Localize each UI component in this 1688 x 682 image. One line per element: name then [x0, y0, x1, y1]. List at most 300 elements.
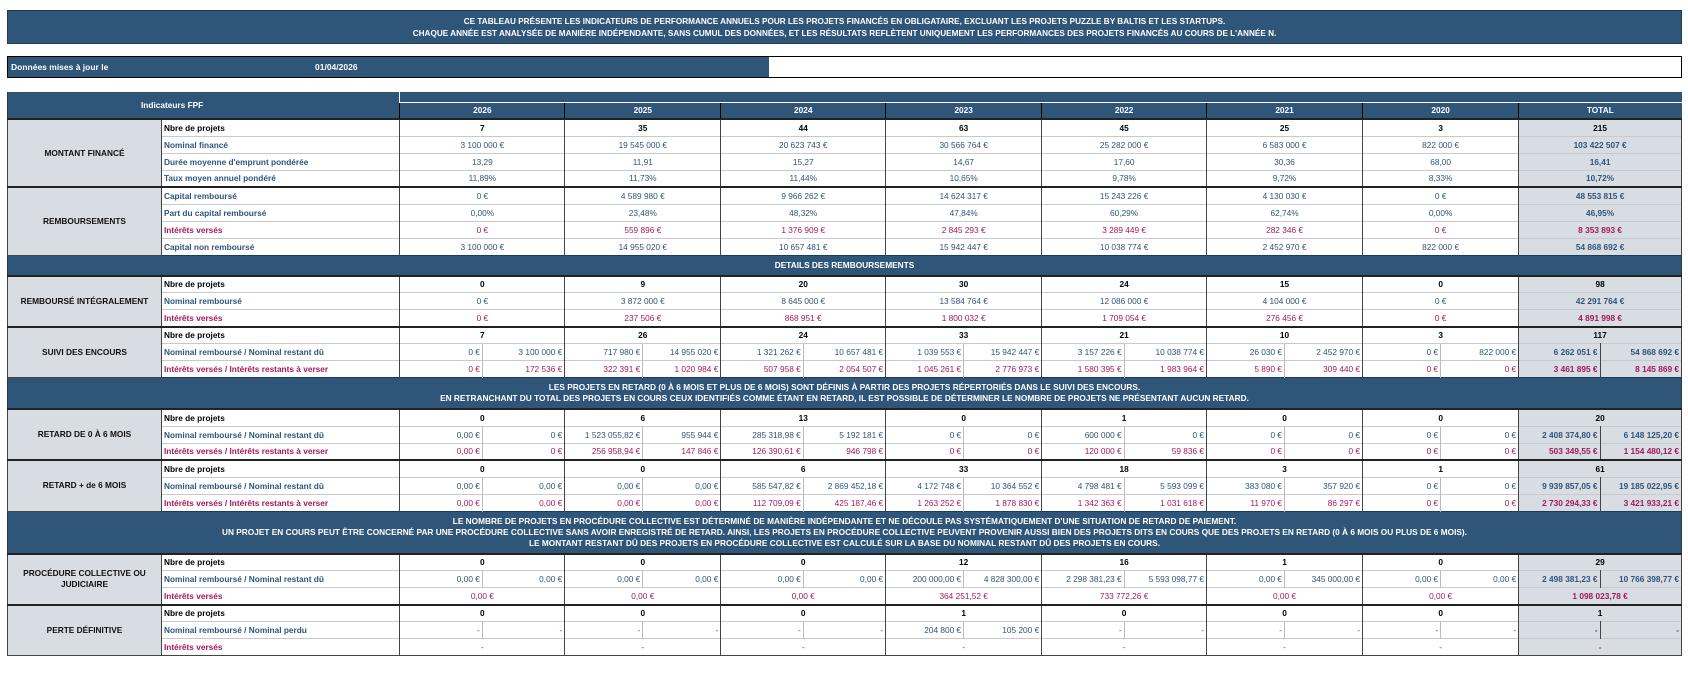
value-cell: 0 €: [1363, 494, 1441, 511]
value-cell: 10 038 774 €: [1042, 238, 1207, 255]
value-cell: 1 154 480,12 €: [1600, 443, 1682, 460]
value-cell: 20: [721, 276, 886, 293]
value-cell: 30 566 764 €: [886, 136, 1042, 153]
row-label: Nominal remboursé / Nominal restant dû: [161, 571, 400, 588]
banner-line: DETAILS DES REMBOURSEMENTS: [774, 259, 915, 270]
value-cell: 0,00 €: [565, 477, 643, 494]
value-cell: 0: [400, 409, 565, 426]
value-cell: 10 038 774 €: [1124, 344, 1206, 361]
banner-line-2: CHAQUE ANNÉE EST ANALYSÉE DE MANIÈRE INDÉPENDANTE, SANS CUMUL DES DONNÉES, ET LES RÉSULTATS REFLÈTENT UNIQUEMENT LES PERFORMANCES DES PROJETS FINANCÉS AU COURS DE L'ANNÉE N.: [412, 29, 1277, 38]
value-cell: 147 846 €: [643, 443, 721, 460]
value-cell: 1 878 830 €: [964, 494, 1042, 511]
value-cell: 14 955 020 €: [643, 344, 721, 361]
value-cell: 2 298 381,23 €: [1042, 571, 1124, 588]
value-cell: 3 421 933,21 €: [1600, 494, 1682, 511]
value-cell: 0: [1042, 605, 1207, 622]
value-cell: 0: [565, 460, 721, 477]
value-cell: 237 506 €: [565, 310, 721, 327]
value-cell: 4 130 030 €: [1207, 187, 1363, 204]
value-cell: 3 157 226 €: [1042, 344, 1124, 361]
value-cell: 25: [1207, 119, 1363, 136]
value-cell: 15 942 447 €: [886, 238, 1042, 255]
value-cell: 2 869 452,18 €: [803, 477, 885, 494]
value-cell: 13,29: [400, 153, 565, 170]
value-cell: 4 589 980 €: [565, 187, 721, 204]
banner-line: EN RETRANCHANT DU TOTAL DES PROJETS EN COURS CEUX IDENTIFIÉS COMME ÉTANT EN RETARD, IL EST POSSIBLE DE DÉTERMINER LE NOMBRE DE PROJETS NE PRÉSENTANT AUCUN RETARD.: [440, 393, 1249, 403]
value-cell: 6: [721, 460, 886, 477]
value-cell: 600 000 €: [1042, 426, 1124, 443]
value-cell: 11,89%: [400, 170, 565, 187]
banner-line: LE NOMBRE DE PROJETS EN PROCÉDURE COLLECTIVE EST DÉTERMINÉ DE MANIÈRE INDÉPENDANTE ET NE DÉCOULE PAS SYSTÉMATIQUEMENT D'UNE SITUATION DE RETARD DE PAIEMENT.: [452, 515, 1237, 526]
value-cell: 9 966 262 €: [721, 187, 886, 204]
value-cell: 44: [721, 119, 886, 136]
value-cell: 13 584 764 €: [886, 293, 1042, 310]
value-cell: 0 €: [1441, 477, 1519, 494]
value-cell: 0,00 €: [643, 571, 721, 588]
value-cell: -: [1363, 622, 1441, 639]
value-cell: 59 836 €: [1124, 443, 1206, 460]
value-cell: 86 297 €: [1285, 494, 1363, 511]
value-cell: 0: [400, 554, 565, 571]
value-cell: 6: [565, 409, 721, 426]
value-cell: 3 100 000 €: [482, 344, 564, 361]
value-cell: 383 080 €: [1207, 477, 1285, 494]
row-label: Nbre de projets: [161, 460, 400, 477]
value-cell: 26 030 €: [1207, 344, 1285, 361]
total-cell: 1 098 023,78 €: [1519, 588, 1682, 605]
value-cell: 12 086 000 €: [1042, 293, 1207, 310]
value-cell: 2 845 293 €: [886, 221, 1042, 238]
value-cell: 0,00%: [400, 204, 565, 221]
value-cell: 0 €: [1441, 494, 1519, 511]
value-cell: 1 342 363 €: [1042, 494, 1124, 511]
row-label: Capital remboursé: [161, 187, 400, 204]
value-cell: 0 €: [1363, 310, 1519, 327]
value-cell: 13: [721, 409, 886, 426]
value-cell: 21: [1042, 327, 1207, 344]
value-cell: 0 €: [1441, 426, 1519, 443]
value-cell: 204 800 €: [886, 622, 964, 639]
year-header: 2022: [1042, 102, 1207, 119]
value-cell: 11,91: [565, 153, 721, 170]
group-retard6: RETARD + de 6 MOIS: [8, 460, 162, 511]
value-cell: 0: [1363, 409, 1519, 426]
value-cell: 17,60: [1042, 153, 1207, 170]
value-cell: 1 263 252 €: [886, 494, 964, 511]
value-cell: 276 456 €: [1207, 310, 1363, 327]
row-label: Nominal remboursé: [161, 293, 400, 310]
row-label: Nominal financé: [161, 136, 400, 153]
value-cell: 2 730 294,33 €: [1519, 494, 1600, 511]
value-cell: 1 800 032 €: [886, 310, 1042, 327]
value-cell: 0 €: [400, 221, 565, 238]
value-cell: 10: [1207, 327, 1363, 344]
banner-line: UN PROJET EN COURS PEUT ÊTRE CONCERNÉ PAR UNE PROCÉDURE COLLECTIVE SANS AVOIR ENREGISTRÉ DE RETARD. AINSI, LES PROJETS EN PROCÉDURE COLLECTIVE PEUVENT PROVENIR AUSSI BIEN DES PROJETS DITS EN COURS QUE DES PROJETS EN RETARD (0 À 6 MOIS OU PLUS DE 6 MOIS).: [221, 526, 1467, 537]
value-cell: 63: [886, 119, 1042, 136]
value-cell: 14 955 020 €: [565, 238, 721, 255]
value-cell: 5 890 €: [1207, 361, 1285, 378]
value-cell: 822 000 €: [1363, 238, 1519, 255]
year-header: 2025: [565, 102, 721, 119]
value-cell: 26: [565, 327, 721, 344]
value-cell: 9 939 857,05 €: [1519, 477, 1600, 494]
value-cell: 15,27: [721, 153, 886, 170]
value-cell: 0 €: [1363, 344, 1441, 361]
value-cell: 62,74%: [1207, 204, 1363, 221]
value-cell: 47,84%: [886, 204, 1042, 221]
value-cell: 0: [721, 605, 886, 622]
value-cell: 0: [1363, 276, 1519, 293]
value-cell: 0 €: [400, 361, 482, 378]
value-cell: 0 €: [482, 443, 564, 460]
value-cell: 2 452 970 €: [1285, 344, 1363, 361]
total-cell: 20: [1519, 409, 1682, 426]
value-cell: 5 192 181 €: [803, 426, 885, 443]
value-cell: 733 772,26 €: [1042, 588, 1207, 605]
row-label: Nominal remboursé / Nominal restant dû: [161, 477, 400, 494]
row-label: Intérêts versés: [161, 310, 400, 327]
value-cell: 9,78%: [1042, 170, 1207, 187]
value-cell: 6 583 000 €: [1207, 136, 1363, 153]
value-cell: 0: [400, 460, 565, 477]
value-cell: 5 593 099 €: [1124, 477, 1206, 494]
value-cell: 0,00 €: [1207, 571, 1285, 588]
year-header: 2023: [886, 102, 1042, 119]
value-cell: 955 944 €: [643, 426, 721, 443]
value-cell: 0 €: [1363, 221, 1519, 238]
value-cell: 8,33%: [1363, 170, 1519, 187]
value-cell: 35: [565, 119, 721, 136]
value-cell: 282 346 €: [1207, 221, 1363, 238]
year-header: 2021: [1207, 102, 1363, 119]
value-cell: 0,00 €: [400, 571, 482, 588]
value-cell: 11,73%: [565, 170, 721, 187]
value-cell: 0,00 €: [721, 588, 886, 605]
value-cell: 585 547,82 €: [721, 477, 803, 494]
row-label: Intérêts versés: [161, 588, 400, 605]
value-cell: 30: [886, 276, 1042, 293]
value-cell: 19 185 022,95 €: [1600, 477, 1682, 494]
row-label: Intérêts versés / Intérêts restants à verser: [161, 494, 400, 511]
value-cell: 18: [1042, 460, 1207, 477]
value-cell: 1 523 055,82 €: [565, 426, 643, 443]
total-cell: 54 868 692 €: [1519, 238, 1682, 255]
row-label: Nbre de projets: [161, 409, 400, 426]
value-cell: 0: [565, 554, 721, 571]
value-cell: 2 776 973 €: [964, 361, 1042, 378]
value-cell: 0,00 €: [400, 588, 565, 605]
value-cell: 0,00 €: [803, 571, 885, 588]
total-cell: 103 422 507 €: [1519, 136, 1682, 153]
value-cell: 0 €: [1207, 426, 1285, 443]
value-cell: -: [1124, 622, 1206, 639]
value-cell: 14 624 317 €: [886, 187, 1042, 204]
value-cell: 0 €: [1207, 443, 1285, 460]
value-cell: 1 983 964 €: [1124, 361, 1206, 378]
total-cell: 117: [1519, 327, 1682, 344]
value-cell: 0 €: [400, 310, 565, 327]
value-cell: 0 €: [400, 187, 565, 204]
value-cell: 0: [400, 276, 565, 293]
value-cell: 3 872 000 €: [565, 293, 721, 310]
value-cell: 0: [1207, 409, 1363, 426]
value-cell: 0 €: [964, 443, 1042, 460]
value-cell: 0,00 €: [1363, 571, 1441, 588]
value-cell: 1 031 618 €: [1124, 494, 1206, 511]
value-cell: 822 000 €: [1441, 344, 1519, 361]
total-cell: 98: [1519, 276, 1682, 293]
row-label: Intérêts versés / Intérêts restants à verser: [161, 443, 400, 460]
value-cell: 3 461 895 €: [1519, 361, 1600, 378]
info-banner: [7, 10, 1682, 44]
row-label: Nbre de projets: [161, 327, 400, 344]
banner-line: LES PROJETS EN RETARD (0 À 6 MOIS ET PLUS DE 6 MOIS) SONT DÉFINIS À PARTIR DES PROJETS RÉPERTORIÉS DANS LE SUIVI DES ENCOURS.: [548, 382, 1141, 392]
value-cell: -: [721, 622, 803, 639]
value-cell: -: [721, 639, 886, 656]
value-cell: 0 €: [1441, 443, 1519, 460]
value-cell: 0 €: [400, 344, 482, 361]
update-label: Données mises à jour le: [11, 62, 109, 72]
value-cell: 559 896 €: [565, 221, 721, 238]
value-cell: -: [803, 622, 885, 639]
value-cell: 0 €: [1124, 426, 1206, 443]
value-cell: 503 349,55 €: [1519, 443, 1600, 460]
row-label: Nominal remboursé / Nominal restant dû: [161, 426, 400, 443]
value-cell: 1 709 054 €: [1042, 310, 1207, 327]
value-cell: -: [1285, 622, 1363, 639]
value-cell: 3 289 449 €: [1042, 221, 1207, 238]
value-cell: 0 €: [964, 426, 1042, 443]
total-cell: 10,72%: [1519, 170, 1682, 187]
value-cell: -: [1519, 622, 1600, 639]
value-cell: 33: [886, 460, 1042, 477]
banner-line-1: CE TABLEAU PRÉSENTE LES INDICATEURS DE PERFORMANCE ANNUELS POUR LES PROJETS FINANCÉS EN OBLIGATAIRE, EXCLUANT LES PROJETS PUZZLE BY BALTIS ET LES STARTUPS.: [463, 17, 1226, 26]
value-cell: 6 148 125,20 €: [1600, 426, 1682, 443]
value-cell: 10 657 481 €: [803, 344, 885, 361]
value-cell: 0: [1207, 605, 1363, 622]
value-cell: -: [1042, 622, 1124, 639]
value-cell: 16: [1042, 554, 1207, 571]
value-cell: 2 054 507 €: [803, 361, 885, 378]
group-integral: REMBOURSÉ INTÉGRALEMENT: [8, 276, 162, 327]
value-cell: 6 262 051 €: [1519, 344, 1600, 361]
value-cell: 0: [886, 409, 1042, 426]
value-cell: 0,00 €: [643, 494, 721, 511]
value-cell: 7: [400, 327, 565, 344]
value-cell: 4 104 000 €: [1207, 293, 1363, 310]
value-cell: -: [1207, 639, 1363, 656]
value-cell: 1 376 909 €: [721, 221, 886, 238]
value-cell: 1: [886, 605, 1042, 622]
value-cell: -: [565, 639, 721, 656]
group-retard06: RETARD DE 0 À 6 MOIS: [8, 409, 162, 460]
year-header: 2024: [721, 102, 886, 119]
value-cell: -: [886, 639, 1042, 656]
total-cell: 42 291 764 €: [1519, 293, 1682, 310]
row-label: Durée moyenne d'emprunt pondérée: [161, 153, 400, 170]
value-cell: -: [1441, 622, 1519, 639]
value-cell: 285 318,98 €: [721, 426, 803, 443]
value-cell: 0: [565, 605, 721, 622]
value-cell: 15 942 447 €: [964, 344, 1042, 361]
value-cell: 0: [400, 605, 565, 622]
value-cell: 11 970 €: [1207, 494, 1285, 511]
value-cell: 1 039 553 €: [886, 344, 964, 361]
value-cell: 322 391 €: [565, 361, 643, 378]
value-cell: 45: [1042, 119, 1207, 136]
value-cell: 15: [1207, 276, 1363, 293]
value-cell: 309 440 €: [1285, 361, 1363, 378]
row-label: Intérêts versés / Intérêts restants à verser: [161, 361, 400, 378]
group-encours: SUIVI DES ENCOURS: [8, 327, 162, 378]
value-cell: -: [565, 622, 643, 639]
value-cell: -: [1042, 639, 1207, 656]
group-remb: REMBOURSEMENTS: [8, 187, 162, 255]
value-cell: 364 251,52 €: [886, 588, 1042, 605]
value-cell: -: [400, 622, 482, 639]
value-cell: 172 536 €: [482, 361, 564, 378]
row-label: Nominal remboursé / Nominal restant dû: [161, 344, 400, 361]
value-cell: 2 408 374,80 €: [1519, 426, 1600, 443]
procedure-banner: [8, 511, 1682, 554]
value-cell: 10 364 552 €: [964, 477, 1042, 494]
total-header: TOTAL: [1519, 102, 1682, 119]
total-cell: -: [1519, 639, 1682, 656]
value-cell: 3: [1363, 119, 1519, 136]
value-cell: 5 593 098,77 €: [1124, 571, 1206, 588]
value-cell: 120 000 €: [1042, 443, 1124, 460]
value-cell: 0,00 €: [400, 477, 482, 494]
update-date: 01/04/2026: [315, 62, 358, 72]
value-cell: 0 €: [1363, 187, 1519, 204]
value-cell: 0,00 €: [400, 443, 482, 460]
value-cell: 1 321 262 €: [721, 344, 803, 361]
value-cell: 8 145 869 €: [1600, 361, 1682, 378]
total-cell: 1: [1519, 605, 1682, 622]
value-cell: 112 709,09 €: [721, 494, 803, 511]
value-cell: 3 100 000 €: [400, 136, 565, 153]
total-cell: 215: [1519, 119, 1682, 136]
value-cell: 7: [400, 119, 565, 136]
value-cell: 23,48%: [565, 204, 721, 221]
value-cell: 14,67: [886, 153, 1042, 170]
value-cell: 822 000 €: [1363, 136, 1519, 153]
value-cell: 0,00 €: [400, 426, 482, 443]
row-label: Nominal remboursé / Nominal perdu: [161, 622, 400, 639]
total-cell: 4 891 998 €: [1519, 310, 1682, 327]
row-label: Nbre de projets: [161, 554, 400, 571]
value-cell: 48,32%: [721, 204, 886, 221]
total-cell: 48 553 815 €: [1519, 187, 1682, 204]
row-label: Part du capital remboursé: [161, 204, 400, 221]
value-cell: 0 €: [1363, 426, 1441, 443]
value-cell: 0,00 €: [482, 571, 564, 588]
value-cell: 0,00 €: [565, 494, 643, 511]
value-cell: 0,00 €: [565, 571, 643, 588]
value-cell: 0: [1363, 554, 1519, 571]
value-cell: 0 €: [1285, 443, 1363, 460]
value-cell: 0 €: [1441, 361, 1519, 378]
value-cell: 200 000,00 €: [886, 571, 964, 588]
value-cell: 10 766 398,77 €: [1600, 571, 1682, 588]
value-cell: 0 €: [886, 426, 964, 443]
value-cell: 15 243 226 €: [1042, 187, 1207, 204]
row-label: Intérêts versés: [161, 221, 400, 238]
value-cell: 0,00 €: [1207, 588, 1363, 605]
value-cell: 12: [886, 554, 1042, 571]
row-label: Nbre de projets: [161, 605, 400, 622]
value-cell: 4 828 300,00 €: [964, 571, 1042, 588]
value-cell: 10 657 481 €: [721, 238, 886, 255]
value-cell: 0 €: [1363, 293, 1519, 310]
value-cell: -: [643, 622, 721, 639]
value-cell: 717 980 €: [565, 344, 643, 361]
value-cell: 0,00 €: [400, 494, 482, 511]
total-cell: 29: [1519, 554, 1682, 571]
value-cell: 425 187,46 €: [803, 494, 885, 511]
value-cell: 11,44%: [721, 170, 886, 187]
row-label: Capital non remboursé: [161, 238, 400, 255]
value-cell: -: [1207, 622, 1285, 639]
value-cell: 105 200 €: [964, 622, 1042, 639]
value-cell: 9,72%: [1207, 170, 1363, 187]
value-cell: 345 000,00 €: [1285, 571, 1363, 588]
value-cell: 0,00 €: [482, 494, 564, 511]
value-cell: 256 958,94 €: [565, 443, 643, 460]
row-label: Nbre de projets: [161, 276, 400, 293]
year-header: 2020: [1363, 102, 1519, 119]
value-cell: 0,00 €: [1363, 588, 1519, 605]
value-cell: 1 580 395 €: [1042, 361, 1124, 378]
value-cell: 126 390,61 €: [721, 443, 803, 460]
value-cell: 3 100 000 €: [400, 238, 565, 255]
value-cell: 1: [1042, 409, 1207, 426]
value-cell: 25 282 000 €: [1042, 136, 1207, 153]
value-cell: 0 €: [400, 293, 565, 310]
total-cell: 46,95%: [1519, 204, 1682, 221]
group-proc: PROCÉDURE COLLECTIVE OU JUDICIAIRE: [8, 554, 162, 605]
value-cell: 9: [565, 276, 721, 293]
value-cell: 30,36: [1207, 153, 1363, 170]
retard-banner: [8, 378, 1682, 410]
total-cell: 61: [1519, 460, 1682, 477]
value-cell: 0 €: [1363, 477, 1441, 494]
value-cell: 3: [1363, 327, 1519, 344]
value-cell: 60,29%: [1042, 204, 1207, 221]
value-cell: 20 623 743 €: [721, 136, 886, 153]
details-banner: [8, 255, 1682, 276]
value-cell: 4 798 481 €: [1042, 477, 1124, 494]
value-cell: 0,00 €: [565, 588, 721, 605]
value-cell: 1: [1363, 460, 1519, 477]
row-label: Taux moyen annuel pondéré: [161, 170, 400, 187]
value-cell: 54 868 692 €: [1600, 344, 1682, 361]
value-cell: 0 €: [482, 426, 564, 443]
total-cell: 8 353 893 €: [1519, 221, 1682, 238]
update-blank: [769, 57, 1681, 77]
value-cell: 0 €: [886, 443, 964, 460]
group-perte: PERTE DÉFINITIVE: [8, 605, 162, 656]
banner-line: LE MONTANT RESTANT DÛ DES PROJETS EN PROCÉDURE COLLECTIVE EST CALCULÉ SUR LA BASE DU NOMINAL RESTANT DÛ DES PROJETS EN COURS.: [528, 537, 1161, 548]
value-cell: 3: [1207, 460, 1363, 477]
value-cell: 0,00 €: [1441, 571, 1519, 588]
value-cell: 19 545 000 €: [565, 136, 721, 153]
value-cell: -: [1600, 622, 1682, 639]
value-cell: 507 958 €: [721, 361, 803, 378]
value-cell: 0 €: [1363, 443, 1441, 460]
value-cell: 0,00 €: [721, 571, 803, 588]
value-cell: 2 498 381,23 €: [1519, 571, 1600, 588]
